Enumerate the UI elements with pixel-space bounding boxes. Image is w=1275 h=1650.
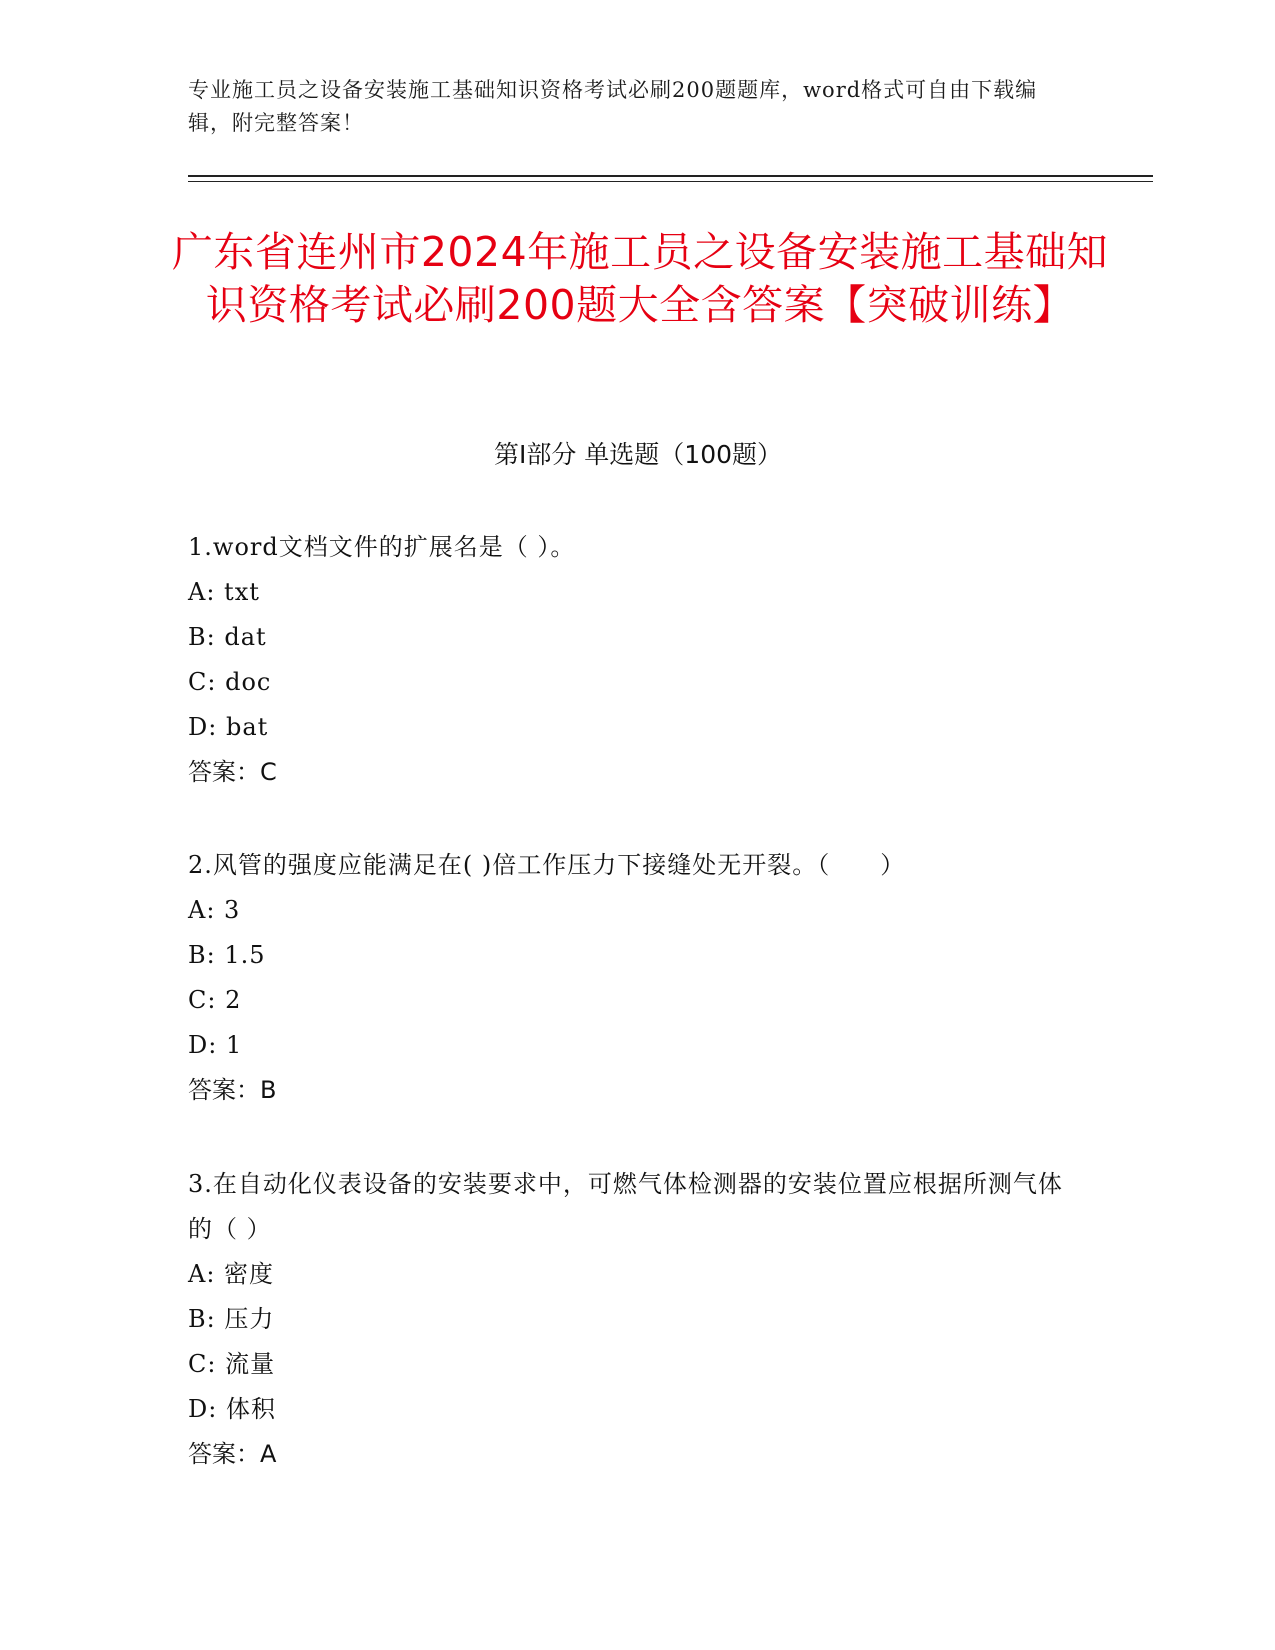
option-c: C: 流量 (188, 1350, 276, 1378)
option-b: B: 压力 (188, 1305, 275, 1333)
section-title: 第I部分 单选题（100题） (493, 440, 783, 469)
question-stem: 2.风管的强度应能满足在( )倍工作压力下接缝处无开裂。（ ） (188, 851, 906, 879)
option-c: C: doc (188, 668, 272, 696)
question-stem: 3.在自动化仪表设备的安装要求中，可燃气体检测器的安装位置应根据所测气体的（ ） (188, 1170, 1063, 1243)
option-d: D: 1 (188, 1031, 243, 1059)
option-c: C: 2 (188, 986, 242, 1014)
question-block (188, 1162, 1068, 1477)
question-stem: 1.word文档文件的扩展名是（ ）。 (188, 533, 576, 561)
option-b: B: dat (188, 623, 267, 651)
option-a: A: 密度 (188, 1260, 275, 1288)
answer-line: 答案：C (188, 758, 277, 786)
answer-line: 答案：B (188, 1076, 277, 1104)
option-a: A: 3 (188, 896, 241, 924)
option-d: D: 体积 (188, 1395, 276, 1423)
document-title: 广东省连州市2024年施工员之设备安装施工基础知识资格考试必刷200题大全含答案【突破训练】 (171, 228, 1109, 329)
option-b: B: 1.5 (188, 941, 266, 969)
question-block (188, 525, 1068, 795)
question-block (188, 843, 1068, 1113)
answer-line: 答案：A (188, 1440, 277, 1468)
option-a: A: txt (188, 578, 260, 606)
header-note: 专业施工员之设备安装施工基础知识资格考试必刷200题题库，word格式可自由下载编辑，附完整答案！ (188, 78, 1038, 135)
header-divider-thick (188, 175, 1153, 177)
header-divider-thin (188, 181, 1153, 182)
option-d: D: bat (188, 713, 269, 741)
